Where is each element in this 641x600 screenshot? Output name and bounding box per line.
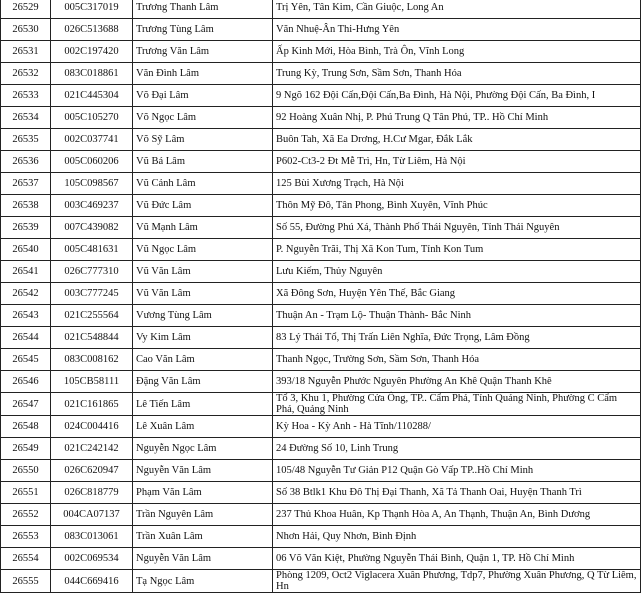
record-id-cell: 083C018861	[51, 63, 133, 85]
full-name-cell: Tạ Ngọc Lâm	[133, 570, 273, 593]
table-row	[1, 283, 641, 305]
full-name-cell: Vũ Văn Lâm	[133, 261, 273, 283]
full-name-cell: Vũ Bá Lâm	[133, 151, 273, 173]
row-number-cell: 26545	[1, 349, 51, 371]
full-name-cell: Vũ Cảnh Lâm	[133, 173, 273, 195]
row-number-cell: 26540	[1, 239, 51, 261]
table-row	[1, 41, 641, 63]
row-number-cell: 26531	[1, 41, 51, 63]
record-id-cell: 004CA07137	[51, 504, 133, 526]
row-number-cell: 26543	[1, 305, 51, 327]
full-name-cell: Trần Nguyên Lâm	[133, 504, 273, 526]
table-row	[1, 393, 641, 416]
address-cell: 105/48 Nguyễn Tư Giản P12 Quận Gò Vấp TP..Hồ Chí Minh	[273, 460, 641, 482]
table-row	[1, 327, 641, 349]
full-name-cell: Vũ Văn Lâm	[133, 283, 273, 305]
address-cell: 125 Bùi Xương Trạch, Hà Nội	[273, 173, 641, 195]
full-name-cell: Vũ Mạnh Lâm	[133, 217, 273, 239]
address-cell: Trung Kỳ, Trung Sơn, Sầm Sơn, Thanh Hóa	[273, 63, 641, 85]
full-name-cell: Văn Đình Lâm	[133, 63, 273, 85]
table-row	[1, 173, 641, 195]
full-name-cell: Vương Tùng Lâm	[133, 305, 273, 327]
table-row	[1, 504, 641, 526]
row-number-cell: 26538	[1, 195, 51, 217]
record-id-cell: 021C445304	[51, 85, 133, 107]
address-cell: Lưu Kiếm, Thủy Nguyên	[273, 261, 641, 283]
record-id-cell: 002C069534	[51, 548, 133, 570]
address-cell: Phòng 1209, Oct2 Viglacera Xuân Phương, Tdp7, Phường Xuân Phương, Q Từ Liêm, Hn	[273, 570, 641, 593]
row-number-cell: 26535	[1, 129, 51, 151]
address-cell: Thôn Mỹ Đô, Tân Phong, Bình Xuyên, Vĩnh Phúc	[273, 195, 641, 217]
full-name-cell: Võ Đại Lâm	[133, 85, 273, 107]
record-id-cell: 007C439082	[51, 217, 133, 239]
table-row	[1, 305, 641, 327]
table-row	[1, 85, 641, 107]
record-id-cell: 021C255564	[51, 305, 133, 327]
full-name-cell: Đặng Văn Lâm	[133, 371, 273, 393]
record-id-cell: 083C008162	[51, 349, 133, 371]
table-row	[1, 548, 641, 570]
address-cell: 24 Đường Số 10, Linh Trung	[273, 438, 641, 460]
table-row	[1, 438, 641, 460]
row-number-cell: 26547	[1, 393, 51, 416]
address-cell: Nhơn Hải, Quy Nhơn, Bình Định	[273, 526, 641, 548]
row-number-cell: 26536	[1, 151, 51, 173]
address-cell: 06 Võ Văn Kiệt, Phường Nguyễn Thái Bình, Quận 1, TP. Hồ Chí Minh	[273, 548, 641, 570]
address-cell: Buôn Tah, Xã Ea Drơng, H.Cư Mgar, Đắk Lắk	[273, 129, 641, 151]
row-number-cell: 26542	[1, 283, 51, 305]
row-number-cell: 26549	[1, 438, 51, 460]
record-id-cell: 024C004416	[51, 416, 133, 438]
table-row	[1, 349, 641, 371]
row-number-cell: 26529	[1, 0, 51, 19]
row-number-cell: 26548	[1, 416, 51, 438]
address-cell: Ấp Kinh Mới, Hòa Bình, Trà Ôn, Vĩnh Long	[273, 41, 641, 63]
row-number-cell: 26551	[1, 482, 51, 504]
record-id-cell: 005C105270	[51, 107, 133, 129]
row-number-cell: 26539	[1, 217, 51, 239]
record-id-cell: 021C548844	[51, 327, 133, 349]
address-cell: Trị Yên, Tân Kim, Cần Giuộc, Long An	[273, 0, 641, 19]
row-number-cell: 26530	[1, 19, 51, 41]
full-name-cell: Vy Kim Lâm	[133, 327, 273, 349]
row-number-cell: 26553	[1, 526, 51, 548]
record-id-cell: 026C513688	[51, 19, 133, 41]
record-id-cell: 021C161865	[51, 393, 133, 416]
address-cell: Thuận An - Trạm Lộ- Thuận Thành- Bắc Ninh	[273, 305, 641, 327]
full-name-cell: Nguyễn Văn Lâm	[133, 460, 273, 482]
row-number-cell: 26550	[1, 460, 51, 482]
row-number-cell: 26546	[1, 371, 51, 393]
table-row	[1, 107, 641, 129]
full-name-cell: Lê Tiến Lâm	[133, 393, 273, 416]
address-cell: Thanh Ngọc, Trường Sơn, Sầm Sơn, Thanh Hóa	[273, 349, 641, 371]
row-number-cell: 26544	[1, 327, 51, 349]
record-id-cell: 005C060206	[51, 151, 133, 173]
address-cell: 393/18 Nguyễn Phước Nguyên Phường An Khê Quận Thanh Khê	[273, 371, 641, 393]
record-id-cell: 003C777245	[51, 283, 133, 305]
full-name-cell: Vũ Ngọc Lâm	[133, 239, 273, 261]
record-id-cell: 002C037741	[51, 129, 133, 151]
full-name-cell: Phạm Văn Lâm	[133, 482, 273, 504]
full-name-cell: Lê Xuân Lâm	[133, 416, 273, 438]
row-number-cell: 26532	[1, 63, 51, 85]
full-name-cell: Nguyễn Ngọc Lâm	[133, 438, 273, 460]
record-id-cell: 002C197420	[51, 41, 133, 63]
table-row	[1, 482, 641, 504]
address-cell: Tổ 3, Khu 1, Phường Cửa Ông, TP.. Cẩm Phả, Tỉnh Quảng Ninh, Phường C Cẩm Phả, Quảng Ninh	[273, 393, 641, 416]
address-cell: P602-Ct3-2 Đt Mễ Trì, Hn, Từ Liêm, Hà Nội	[273, 151, 641, 173]
record-id-cell: 026C620947	[51, 460, 133, 482]
row-number-cell: 26555	[1, 570, 51, 593]
full-name-cell: Vũ Đức Lâm	[133, 195, 273, 217]
address-cell: P. Nguyễn Trãi, Thị Xã Kon Tum, Tỉnh Kon Tum	[273, 239, 641, 261]
row-number-cell: 26552	[1, 504, 51, 526]
table-row	[1, 129, 641, 151]
address-cell: 9 Ngõ 162 Đội Cấn,Đội Cấn,Ba Đình, Hà Nội, Phường Đội Cấn, Ba Đình, I	[273, 85, 641, 107]
row-number-cell: 26534	[1, 107, 51, 129]
address-cell: Kỳ Hoa - Kỳ Anh - Hà Tĩnh/110288/	[273, 416, 641, 438]
full-name-cell: Trần Xuân Lâm	[133, 526, 273, 548]
address-cell: 237 Thủ Khoa Huân, Kp Thạnh Hòa A, An Thạnh, Thuận An, Bình Dương	[273, 504, 641, 526]
row-number-cell: 26554	[1, 548, 51, 570]
record-id-cell: 005C481631	[51, 239, 133, 261]
record-id-cell: 044C669416	[51, 570, 133, 593]
address-cell: Số 38 Btlk1 Khu Đô Thị Đại Thanh, Xã Tả Thanh Oai, Huyện Thanh Trì	[273, 482, 641, 504]
full-name-cell: Trương Văn Lâm	[133, 41, 273, 63]
table-row	[1, 460, 641, 482]
record-id-cell: 083C013061	[51, 526, 133, 548]
address-cell: Xã Đông Sơn, Huyện Yên Thế, Bắc Giang	[273, 283, 641, 305]
row-number-cell: 26537	[1, 173, 51, 195]
full-name-cell: Trương Tùng Lâm	[133, 19, 273, 41]
table-row	[1, 570, 641, 593]
table-row	[1, 19, 641, 41]
address-cell: 83 Lý Thái Tổ, Thị Trấn Liên Nghĩa, Đức Trọng, Lâm Đồng	[273, 327, 641, 349]
full-name-cell: Trương Thanh Lâm	[133, 0, 273, 19]
table-row	[1, 151, 641, 173]
table-row	[1, 195, 641, 217]
record-id-cell: 105C098567	[51, 173, 133, 195]
record-id-cell: 026C777310	[51, 261, 133, 283]
address-cell: 92 Hoàng Xuân Nhị, P. Phú Trung Q Tân Phú, TP.. Hồ Chí Minh	[273, 107, 641, 129]
record-id-cell: 105CB58111	[51, 371, 133, 393]
full-name-cell: Cao Văn Lâm	[133, 349, 273, 371]
table-row	[1, 526, 641, 548]
full-name-cell: Nguyễn Văn Lâm	[133, 548, 273, 570]
record-id-cell: 003C469237	[51, 195, 133, 217]
row-number-cell: 26541	[1, 261, 51, 283]
table-row	[1, 0, 641, 19]
full-name-cell: Võ Ngọc Lâm	[133, 107, 273, 129]
record-id-cell: 005C317019	[51, 0, 133, 19]
record-id-cell: 026C818779	[51, 482, 133, 504]
table-row	[1, 217, 641, 239]
table-row	[1, 416, 641, 438]
records-table-body	[1, 0, 641, 593]
table-row	[1, 63, 641, 85]
full-name-cell: Võ Sỹ Lâm	[133, 129, 273, 151]
address-cell: Văn Nhuệ-Ân Thi-Hưng Yên	[273, 19, 641, 41]
table-row	[1, 239, 641, 261]
table-row	[1, 371, 641, 393]
address-cell: Số 55, Đường Phú Xá, Thành Phố Thái Nguyên, Tỉnh Thái Nguyên	[273, 217, 641, 239]
table-row	[1, 261, 641, 283]
record-id-cell: 021C242142	[51, 438, 133, 460]
row-number-cell: 26533	[1, 85, 51, 107]
